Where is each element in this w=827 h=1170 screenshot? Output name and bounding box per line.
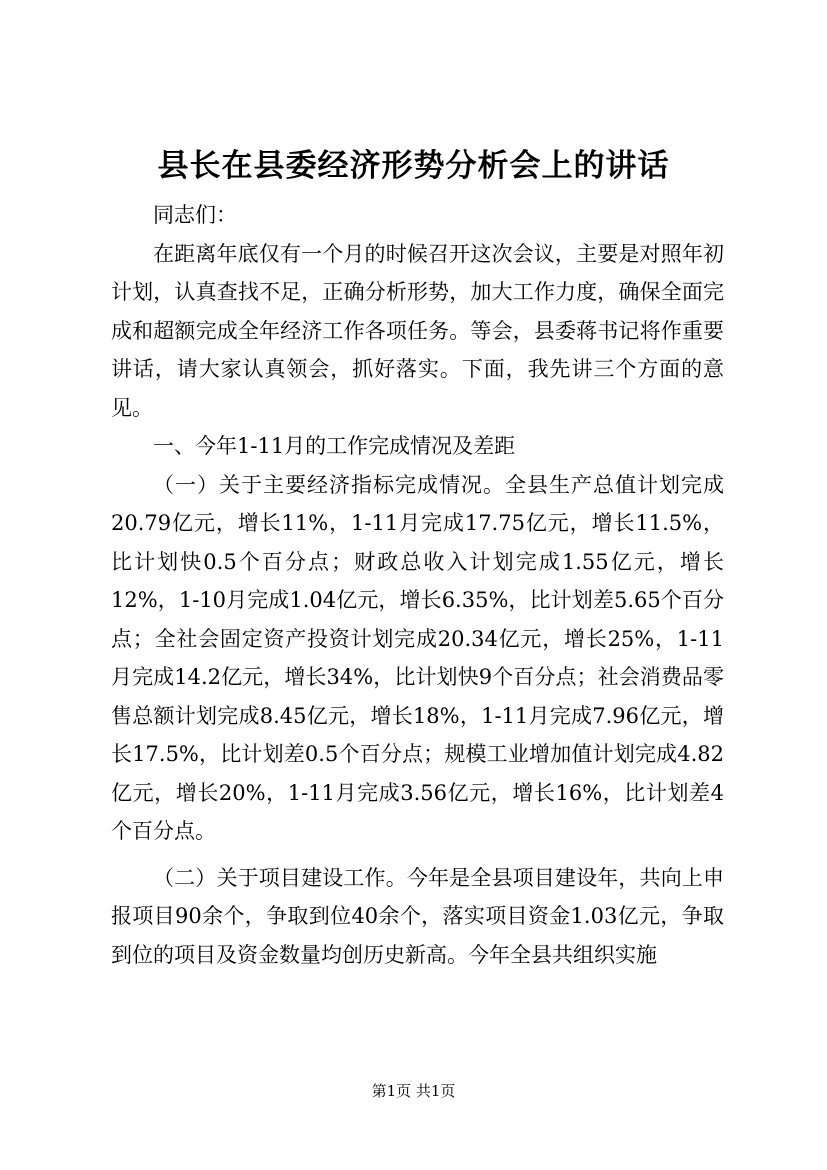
document-body bbox=[111, 196, 724, 974]
paragraph-project-construction: （二）关于项目建设工作。今年是全县项目建设年，共向上申报项目90余个，争取到位40余个，落实项目资金1.03亿元，争取到位的项目及资金数量均创历史新高。今年全县共组织实施 bbox=[111, 865, 724, 967]
salutation: 同志们： bbox=[153, 203, 237, 227]
page-footer: 第1页 共1页 bbox=[371, 1082, 456, 1100]
section-heading: 一、今年1-11月的工作完成情况及差距 bbox=[153, 434, 516, 458]
paragraph-economic-indicators: （一）关于主要经济指标完成情况。全县生产总值计划完成20.79亿元，增长11%，1-11月完成17.75亿元，增长11.5%，比计划快0.5个百分点；财政总收入计划完成1.55亿元，增长12%，1-10月完成1.04亿元，增长6.35%，比计划差5.65个百分点；全社会固定资产投资计划完成20.34亿元，增长25%，1-11月完成14.2亿元，增长34%，比计划快9个百分点；社会消费品零售总额计划完成8.45亿元，增长18%，1-11月完成7.96亿元，增长17.5%，比计划差0.5个百分点；规模工业增加值计划完成4.82亿元，增长20%，1-11月完成3.56亿元，增长16%，比计划差4个百分点。 bbox=[111, 472, 724, 843]
paragraph-intro: 在距离年底仅有一个月的时候召开这次会议，主要是对照年初计划，认真查找不足，正确分析形势，加大工作力度，确保全面完成和超额完成全年经济工作各项任务。等会，县委蒋书记将作重要讲话，请大家认真领会，抓好落实。下面，我先讲三个方面的意见。 bbox=[111, 241, 724, 420]
document-title: 县长在县委经济形势分析会上的讲话 bbox=[157, 148, 670, 184]
